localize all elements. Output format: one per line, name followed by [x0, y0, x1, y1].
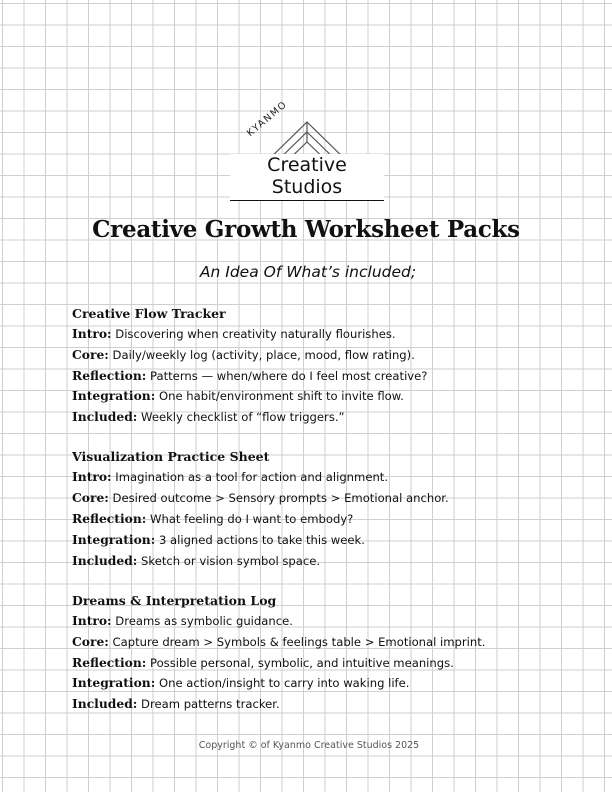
section-line: [72, 386, 592, 407]
line-label: Included:: [72, 552, 138, 568]
line-label: Integration:: [72, 675, 156, 691]
line-text: Sketch or vision symbol space.: [141, 553, 321, 568]
line-label: Reflection:: [72, 654, 147, 670]
line-label: Core:: [72, 490, 109, 506]
line-text: Discovering when creativity naturally flourishes.: [115, 327, 396, 341]
line-label: Included:: [72, 409, 138, 425]
section-line: [72, 345, 592, 366]
section-title: Creative Flow Tracker: [72, 306, 226, 321]
line-text: Capture dream > Symbols & feelings table > Emotional imprint.: [112, 634, 486, 649]
line-label: Intro:: [72, 469, 112, 485]
section-line: [72, 530, 592, 551]
worksheet-sections: [72, 304, 592, 734]
line-text: Dreams as symbolic guidance.: [115, 613, 293, 628]
line-text: Desired outcome > Sensory prompts > Emotional anchor.: [112, 491, 449, 506]
line-label: Core:: [72, 346, 109, 362]
line-text: Daily/weekly log (activity, place, mood, flow rating).: [112, 347, 415, 362]
logo-main-text: Creative Studios: [230, 154, 384, 201]
section-title: Visualization Practice Sheet: [72, 449, 270, 465]
line-label: Reflection:: [72, 511, 147, 527]
line-text: Patterns — when/where do I feel most creative?: [150, 368, 428, 383]
line-label: Integration:: [72, 388, 156, 404]
line-label: Included:: [72, 696, 138, 712]
line-text: Dream patterns tracker.: [141, 697, 280, 712]
line-text: One action/insight to carry into waking life.: [158, 676, 410, 691]
line-label: Reflection:: [72, 367, 147, 383]
section-line: [72, 488, 592, 509]
section-line: [72, 632, 592, 653]
line-label: Intro:: [72, 612, 112, 628]
section-line: [72, 551, 592, 572]
line-text: Imagination as a tool for action and alignment.: [115, 470, 389, 485]
line-label: Core:: [72, 633, 109, 649]
brand-logo: [222, 98, 392, 200]
section-creative-flow-tracker: [72, 304, 592, 428]
logo-small-text: KYANMO: [244, 98, 290, 139]
section-line: [72, 324, 592, 345]
line-text: One habit/environment shift to invite flow.: [158, 389, 404, 404]
section-line: [72, 366, 592, 387]
section-title: Dreams & Interpretation Log: [72, 592, 277, 608]
section-dreams-interpretation-log: [72, 591, 592, 715]
page-subtitle: An Idea Of What’s included;: [199, 263, 417, 281]
line-label: Integration:: [72, 531, 156, 547]
section-line: [72, 694, 592, 715]
section-line: [72, 653, 592, 674]
page-title: Creative Growth Worksheet Packs: [92, 216, 520, 243]
section-line: [72, 509, 592, 530]
section-line: [72, 673, 592, 694]
section-line: [72, 467, 592, 488]
line-text: 3 aligned actions to take this week.: [158, 532, 365, 547]
line-text: Possible personal, symbolic, and intuitive meanings.: [150, 655, 454, 670]
line-text: Weekly checklist of “flow triggers.”: [141, 410, 345, 425]
section-line: [72, 407, 592, 428]
section-line: [72, 611, 592, 632]
line-label: Intro:: [72, 326, 112, 341]
copyright-footer: Copyright © of Kyanmo Creative Studios 2025: [198, 740, 420, 751]
line-text: What feeling do I want to embody?: [150, 512, 354, 527]
section-visualization-practice-sheet: [72, 447, 592, 571]
